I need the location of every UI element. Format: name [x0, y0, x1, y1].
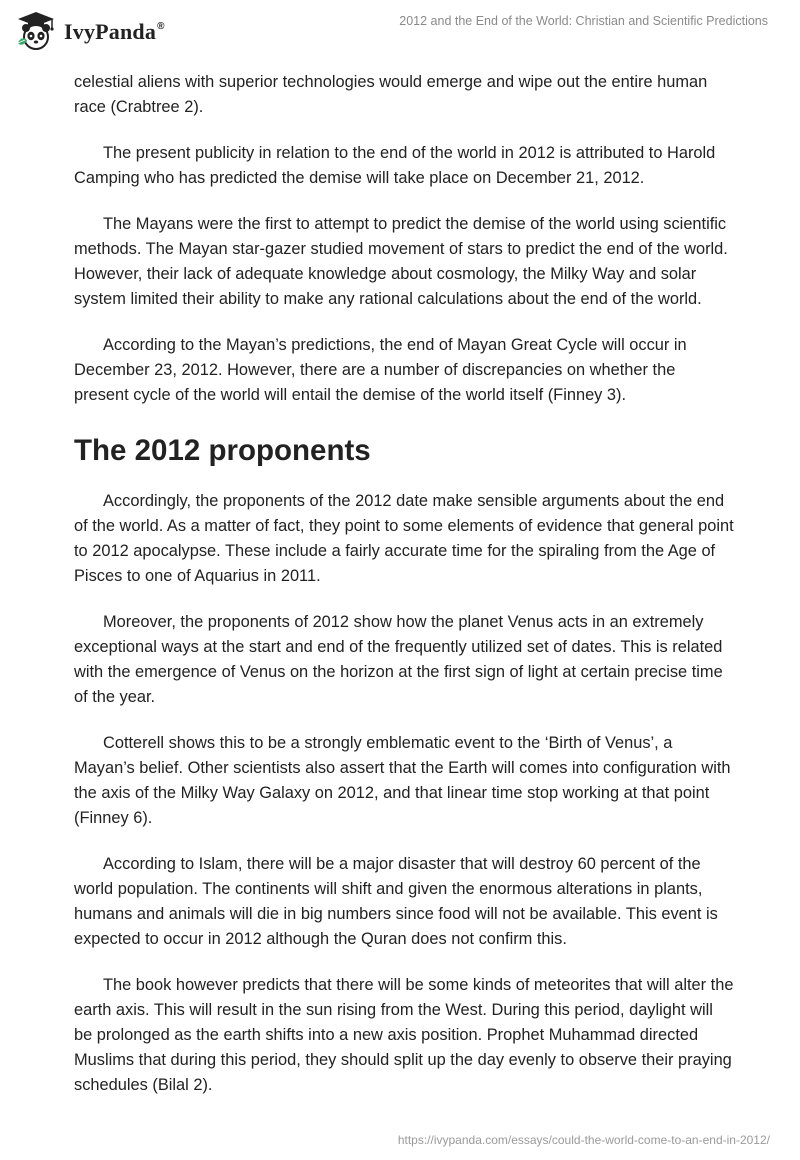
paragraph: The book however predicts that there will be some kinds of meteorites that will alter the earth axis. This will result in the sun rising from the West. During this period, daylight will be prolonged as the earth shifts into a new axis position. Prophet Muhammad directed Muslims that during this period, they should split up the day evenly to observe their praying schedules (Bilal 2).: [74, 976, 734, 1094]
page-header: [0, 0, 800, 62]
logo-wordmark: IvyPanda®: [64, 19, 165, 44]
paragraph: Accordingly, the proponents of the 2012 date make sensible arguments about the end of the world. As a matter of fact, they point to some elements of evidence that general point to 2012 apocalypse. These include a fairly accurate time for the spiraling from the Age of Pisces to one of Aquarius in 2011.: [74, 492, 734, 585]
paragraph: The present publicity in relation to the end of the world in 2012 is attributed to Harold Camping who has predicted the demise will take place on December 21, 2012.: [74, 144, 716, 187]
document-title: 2012 and the End of the World: Christian and Scientific Predictions: [399, 14, 768, 28]
ivypanda-logo[interactable]: [14, 8, 165, 54]
panda-graduate-icon: [14, 9, 58, 53]
source-url[interactable]: https://ivypanda.com/essays/could-the-world-come-to-an-end-in-2012/: [397, 1133, 770, 1147]
paragraph: The Mayans were the first to attempt to predict the demise of the world using scientific methods. The Mayan star-gazer studied movement of stars to predict the end of the world. However, their lack of adequate knowledge about cosmology, the Milky Way and solar system limited their ability to make any rational calculations about the end of the world.: [74, 215, 728, 308]
paragraph: Moreover, the proponents of 2012 show how the planet Venus acts in an extremely exceptional ways at the start and end of the frequently utilized set of dates. This is related with the emergence of Venus on the horizon at the first sign of light at certain precise time of the year.: [74, 613, 723, 706]
section-heading: The 2012 proponents: [74, 434, 371, 467]
paragraph-continued: celestial aliens with superior technologies would emerge and wipe out the entire human race (Crabtree 2).: [74, 73, 708, 116]
paragraph: According to the Mayan’s predictions, the end of Mayan Great Cycle will occur in December 23, 2012. However, there are a number of discrepancies on whether the present cycle of the world will entail the demise of the world itself (Finney 3).: [74, 336, 687, 404]
essay-content: [74, 70, 734, 1119]
paragraph: Cotterell shows this to be a strongly emblematic event to the ‘Birth of Venus’, a Mayan’s belief. Other scientists also assert that the Earth will comes into configuration with the axis of the Milky Way Galaxy on 2012, and that linear time stop working at that point (Finney 6).: [74, 734, 731, 827]
paragraph: According to Islam, there will be a major disaster that will destroy 60 percent of the world population. The continents will shift and given the enormous alterations in plants, humans and animals will die in big numbers since food will not be available. This event is expected to occur in 2012 although the Quran does not confirm this.: [74, 855, 718, 948]
registered-mark: ®: [157, 20, 165, 32]
